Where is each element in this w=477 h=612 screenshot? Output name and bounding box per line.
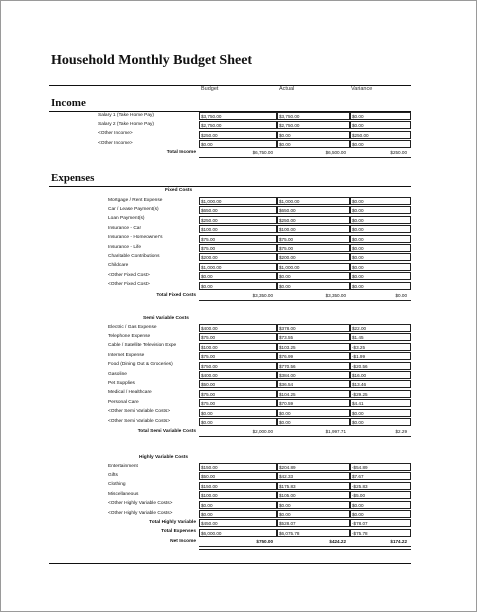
cell-actual[interactable]: $200.00 <box>277 253 350 261</box>
cell-budget[interactable]: $0.00 <box>199 418 277 426</box>
cell-budget[interactable]: $750.00 <box>199 362 277 370</box>
cell-variance[interactable]: $13.46 <box>350 380 411 388</box>
cell-actual[interactable]: $36.54 <box>277 380 350 388</box>
cell-budget[interactable]: $75.00 <box>199 235 277 243</box>
cell-budget[interactable]: $75.00 <box>199 390 277 398</box>
row-label: Pet Supplies <box>108 380 135 386</box>
expenses-heading: Expenses <box>51 172 95 184</box>
cell-actual[interactable]: $75.00 <box>277 235 350 243</box>
cell-variance[interactable]: -$29.25 <box>350 390 411 398</box>
row-label: Insurance - Homeowner's <box>108 235 163 241</box>
cell-variance[interactable]: $0.00 <box>350 253 411 261</box>
cell-budget[interactable]: $0.00 <box>199 282 277 290</box>
total-variance: $0.00 <box>395 292 407 298</box>
cell-budget[interactable]: $1,000.00 <box>199 263 277 271</box>
cell-variance[interactable]: $0.00 <box>350 244 411 252</box>
cell-actual[interactable]: $76.99 <box>277 352 350 360</box>
row-label: Telephone Expense <box>108 333 151 339</box>
cell-budget[interactable]: $400.00 <box>199 324 277 332</box>
footer-rule <box>49 563 411 564</box>
cell-variance[interactable]: -$20.56 <box>350 362 411 370</box>
cell-variance[interactable]: $250.00 <box>350 131 411 139</box>
row-label: Mortgage / Rent Expense <box>108 197 163 203</box>
cell-variance[interactable]: $7.67 <box>350 472 411 480</box>
row-label: Miscellaneous <box>108 491 139 497</box>
cell-budget[interactable]: $250.00 <box>199 131 277 139</box>
cell-actual[interactable]: $104.25 <box>277 390 350 398</box>
total-underline <box>350 300 411 301</box>
total-underline <box>277 546 350 550</box>
total-underline <box>350 546 411 550</box>
cell-budget[interactable]: $100.00 <box>199 343 277 351</box>
row-label: <Other Semi Variable Costs> <box>108 409 171 415</box>
row-label: Internet Expense <box>108 352 145 358</box>
cell-budget[interactable]: $0.00 <box>199 501 277 509</box>
cell-actual[interactable]: $103.25 <box>277 343 350 351</box>
total-underline <box>277 436 350 437</box>
total_expenses-actual[interactable]: $6,075.78 <box>277 529 350 537</box>
cell-actual[interactable]: $0.00 <box>277 282 350 290</box>
cell-variance[interactable]: $0.00 <box>350 282 411 290</box>
cell-actual[interactable]: $384.00 <box>277 371 350 379</box>
cell-budget[interactable]: $250.00 <box>199 216 277 224</box>
total-label: Net Income <box>170 538 196 544</box>
cell-budget[interactable]: $1,000.00 <box>199 197 277 205</box>
cell-budget[interactable]: $3,750.00 <box>199 112 277 120</box>
semi-variable-heading: Semi Variable Costs <box>143 316 189 321</box>
cell-actual[interactable]: $0.00 <box>277 131 350 139</box>
fixed-costs-heading: Fixed Costs <box>165 188 193 193</box>
cell-actual[interactable]: $73.55 <box>277 333 350 341</box>
cell-actual[interactable]: $0.00 <box>277 501 350 509</box>
total-underline <box>199 546 277 550</box>
cell-actual[interactable]: $0.00 <box>277 510 350 518</box>
total-budget: $6,750.00 <box>252 149 273 155</box>
cell-variance[interactable]: $0.00 <box>350 263 411 271</box>
cell-variance[interactable]: $1.45 <box>350 333 411 341</box>
row-label: Gasoline <box>108 371 127 377</box>
cell-variance[interactable]: $0.00 <box>350 140 411 148</box>
row-label: Cable / Satellite Television Expe <box>108 343 177 349</box>
cell-variance[interactable]: $0.00 <box>350 206 411 214</box>
cell-variance[interactable]: $0.00 <box>350 121 411 129</box>
row-label: Childcare <box>108 263 129 269</box>
cell-budget[interactable]: $0.00 <box>199 272 277 280</box>
column-header-budget: Budget <box>201 86 219 92</box>
row-label: Insurance - Life <box>108 244 142 250</box>
cell-actual[interactable]: $770.56 <box>277 362 350 370</box>
row-label: <Other Highly Variable Costs> <box>108 510 173 516</box>
row-label: Electric / Gas Expense <box>108 324 157 330</box>
cell-actual[interactable]: $1,000.00 <box>277 263 350 271</box>
total-variance: $174.22 <box>390 538 407 544</box>
total-label: Total Semi Variable Costs <box>137 428 196 434</box>
cell-variance[interactable]: $0.00 <box>350 112 411 120</box>
cell-budget[interactable]: $75.00 <box>199 244 277 252</box>
income-heading: Income <box>51 97 86 109</box>
total-underline <box>350 157 411 158</box>
cell-budget[interactable]: $400.00 <box>199 371 277 379</box>
cell-actual[interactable]: $175.83 <box>277 482 350 490</box>
total-budget: $3,350.00 <box>252 292 273 298</box>
cell-budget[interactable]: $100.00 <box>199 225 277 233</box>
cell-variance[interactable]: $16.00 <box>350 371 411 379</box>
row-label: Charitable Contributions <box>108 253 160 259</box>
cell-budget[interactable]: $50.00 <box>199 472 277 480</box>
cell-budget[interactable]: $75.00 <box>199 399 277 407</box>
cell-variance[interactable]: -$3.25 <box>350 343 411 351</box>
cell-variance[interactable]: $0.00 <box>350 235 411 243</box>
cell-variance[interactable]: $0.00 <box>350 216 411 224</box>
cell-actual[interactable]: $1,000.00 <box>277 197 350 205</box>
row-label: Salary 2 (Take Home Pay) <box>98 121 154 127</box>
cell-variance[interactable]: -$1.99 <box>350 352 411 360</box>
expenses-rule <box>49 186 411 187</box>
highly-variable-heading: Highly Variable Costs <box>139 455 189 460</box>
cell-variance[interactable]: $0.00 <box>350 225 411 233</box>
page-title: Household Monthly Budget Sheet <box>51 53 253 68</box>
total-underline <box>277 300 350 301</box>
cell-budget[interactable]: $150.00 <box>199 482 277 490</box>
cell-actual[interactable]: $204.89 <box>277 463 350 471</box>
row-label: <Other Highly Variable Costs> <box>108 501 173 507</box>
row-label: <Other Fixed Cost> <box>108 272 150 278</box>
cell-actual[interactable]: $650.00 <box>277 206 350 214</box>
row-label: Insurance - Car <box>108 225 142 231</box>
cell-actual[interactable]: $42.33 <box>277 472 350 480</box>
cell-variance[interactable]: -$25.83 <box>350 482 411 490</box>
cell-actual[interactable]: $75.00 <box>277 244 350 252</box>
cell-actual[interactable]: $0.00 <box>277 272 350 280</box>
row-label: Entertainment <box>108 463 138 469</box>
total_highly-label: Total Highly Variable <box>149 519 196 525</box>
cell-budget[interactable]: $75.00 <box>199 352 277 360</box>
cell-variance[interactable]: $0.00 <box>350 418 411 426</box>
total-label: Total Fixed Costs <box>156 292 196 298</box>
column-header-variance: Variance <box>351 86 373 92</box>
total-underline <box>350 436 411 437</box>
cell-budget[interactable]: $200.00 <box>199 253 277 261</box>
cell-budget[interactable]: $150.00 <box>199 463 277 471</box>
cell-actual[interactable]: $70.59 <box>277 399 350 407</box>
cell-variance[interactable]: -$5.00 <box>350 491 411 499</box>
row-label: Gifts <box>108 472 118 478</box>
cell-variance[interactable]: $0.00 <box>350 272 411 280</box>
row-label: Loan Payment(s) <box>108 216 145 222</box>
cell-variance[interactable]: $22.00 <box>350 324 411 332</box>
row-label: <Other Fixed Cost> <box>108 282 150 288</box>
cell-variance[interactable]: -$54.89 <box>350 463 411 471</box>
cell-budget[interactable]: $0.00 <box>199 140 277 148</box>
total-budget: $2,000.00 <box>252 428 273 434</box>
cell-actual[interactable]: $0.00 <box>277 418 350 426</box>
total-actual: $424.22 <box>329 538 346 544</box>
total-variance: $2.29 <box>395 428 407 434</box>
row-label: <Other Semi Variable Costs> <box>108 418 171 424</box>
row-label: Food (Dining Out & Groceries) <box>108 362 173 368</box>
total-underline <box>199 436 277 437</box>
total-underline <box>277 157 350 158</box>
cell-actual[interactable]: $100.00 <box>277 225 350 233</box>
cell-variance[interactable]: $4.41 <box>350 399 411 407</box>
row-label: <Other Income> <box>98 131 133 137</box>
row-label: Car / Lease Payment(s) <box>108 206 159 212</box>
cell-budget[interactable]: $100.00 <box>199 491 277 499</box>
total_highly-budget[interactable]: $450.00 <box>199 519 277 527</box>
total-underline <box>199 157 277 158</box>
cell-variance[interactable]: $0.00 <box>350 409 411 417</box>
cell-actual[interactable]: $3,750.00 <box>277 112 350 120</box>
row-label: Personal Care <box>108 399 139 405</box>
cell-budget[interactable]: $0.00 <box>199 510 277 518</box>
cell-actual[interactable]: $0.00 <box>277 140 350 148</box>
row-label: <Other Income> <box>98 140 133 146</box>
cell-budget[interactable]: $75.00 <box>199 333 277 341</box>
cell-actual[interactable]: $250.00 <box>277 216 350 224</box>
total-label: Total Income <box>166 149 196 155</box>
row-label: Clothing <box>108 482 126 488</box>
total-actual: $3,350.00 <box>325 292 346 298</box>
total_expenses-label: Total Expenses <box>161 529 196 535</box>
cell-budget[interactable]: $50.00 <box>199 380 277 388</box>
cell-actual[interactable]: $0.00 <box>277 409 350 417</box>
row-label: Medical / Healthcare <box>108 390 152 396</box>
cell-budget[interactable]: $650.00 <box>199 206 277 214</box>
total-actual: $1,997.71 <box>325 428 346 434</box>
total-budget: $750.00 <box>256 538 273 544</box>
total-variance: $250.00 <box>390 149 407 155</box>
cell-actual[interactable]: $2,750.00 <box>277 121 350 129</box>
cell-variance[interactable]: $0.00 <box>350 197 411 205</box>
total_expenses-variance[interactable]: -$75.78 <box>350 529 411 537</box>
total-underline <box>199 300 277 301</box>
cell-variance[interactable]: $0.00 <box>350 510 411 518</box>
total_expenses-budget[interactable]: $6,000.00 <box>199 529 277 537</box>
cell-actual[interactable]: $105.00 <box>277 491 350 499</box>
total_highly-actual[interactable]: $528.07 <box>277 519 350 527</box>
cell-budget[interactable]: $0.00 <box>199 409 277 417</box>
column-header-actual: Actual <box>279 86 295 92</box>
cell-budget[interactable]: $2,750.00 <box>199 121 277 129</box>
cell-variance[interactable]: $0.00 <box>350 501 411 509</box>
cell-actual[interactable]: $378.00 <box>277 324 350 332</box>
row-label: Salary 1 (Take Home Pay) <box>98 112 154 118</box>
total_highly-variance[interactable]: -$78.07 <box>350 519 411 527</box>
total-actual: $6,500.00 <box>325 149 346 155</box>
